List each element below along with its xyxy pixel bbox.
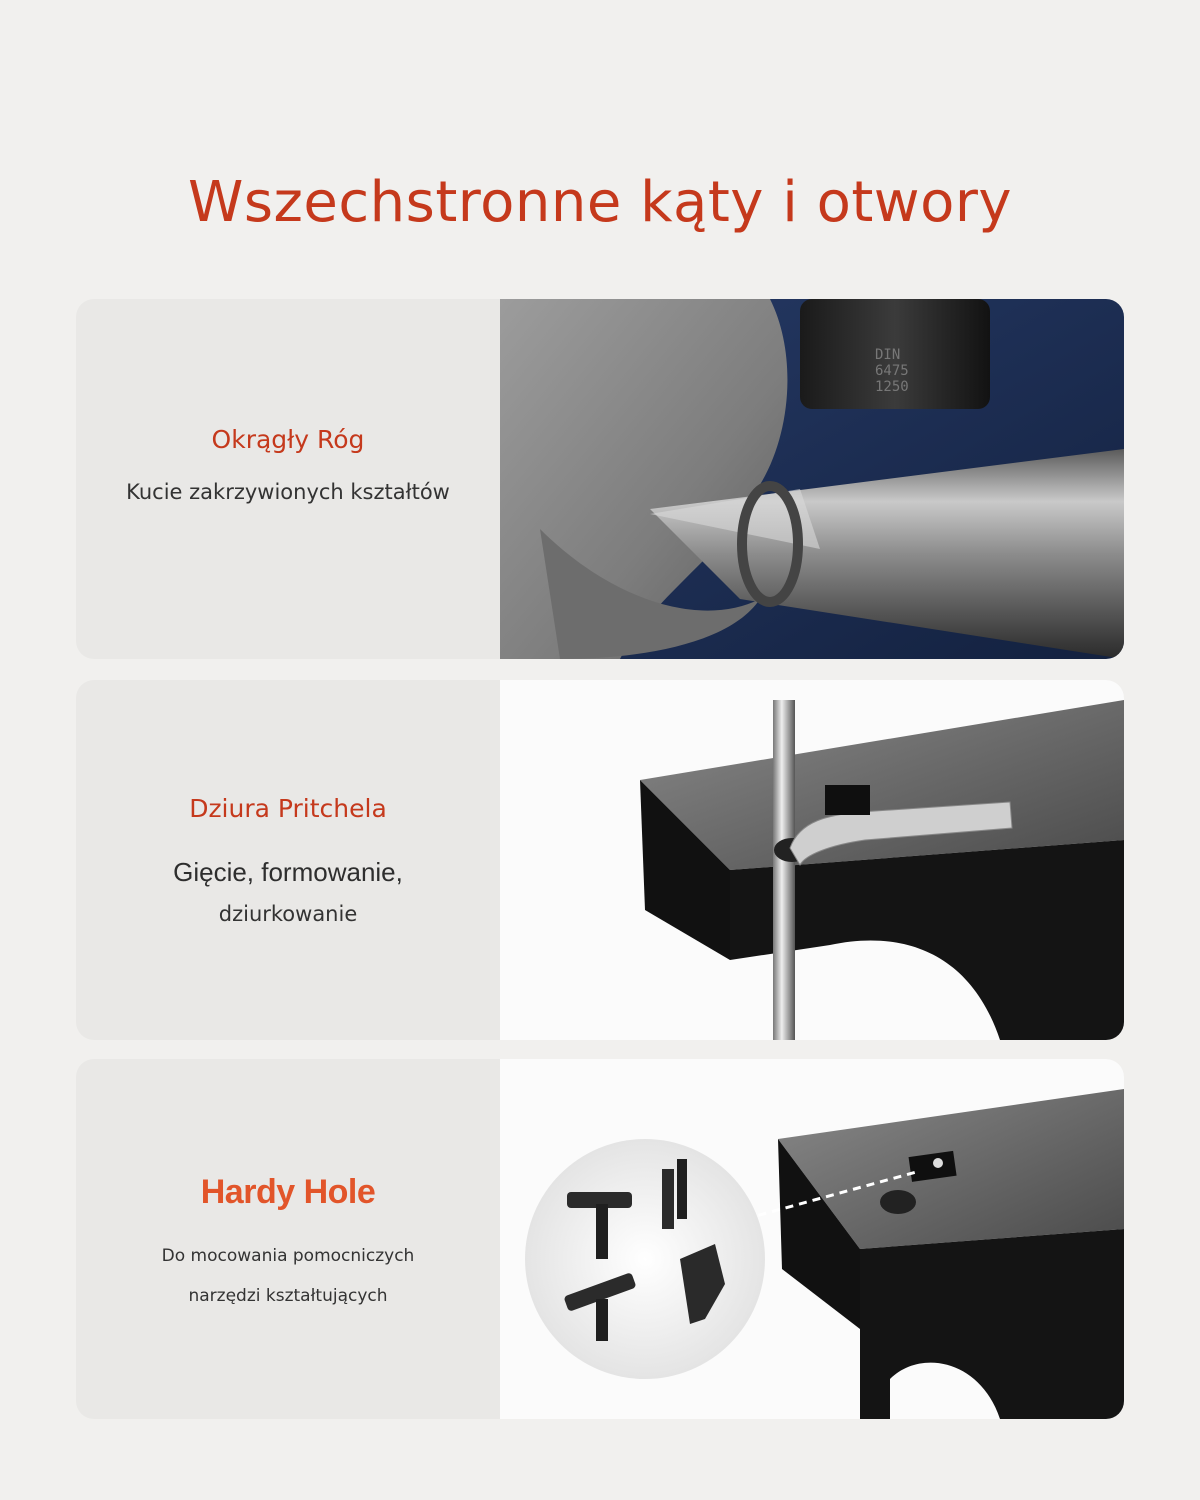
- feature-description-line2: narzędzi kształtujących: [188, 1285, 388, 1306]
- feature-description-line2: dziurkowanie: [218, 902, 358, 926]
- hardy-hole-photo: [500, 1059, 1124, 1419]
- feature-description-line1: Do mocowania pomocniczych: [161, 1245, 415, 1266]
- feature-description-line1: Gięcie, formowanie,: [173, 857, 403, 887]
- feature-card-horn: [76, 299, 1124, 659]
- feature-text: [76, 1059, 500, 1419]
- feature-card-hardy: [76, 1059, 1124, 1419]
- feature-title: Okrągły Róg: [211, 424, 365, 454]
- feature-text: [76, 680, 500, 1040]
- svg-text:6475: 6475: [875, 363, 909, 379]
- svg-text:DIN: DIN: [875, 347, 901, 363]
- svg-text:1250: 1250: [875, 379, 909, 395]
- feature-title: Hardy Hole: [200, 1172, 376, 1211]
- page-title: Wszechstronne kąty i otwory: [187, 170, 1013, 235]
- pritchel-hole-photo: [500, 680, 1124, 1040]
- feature-description: Kucie zakrzywionych kształtów: [126, 479, 450, 504]
- anvil-horn-photo: [500, 299, 1124, 659]
- feature-text: [76, 299, 500, 659]
- feature-card-pritchel: [76, 680, 1124, 1040]
- feature-title: Dziura Pritchela: [189, 794, 387, 823]
